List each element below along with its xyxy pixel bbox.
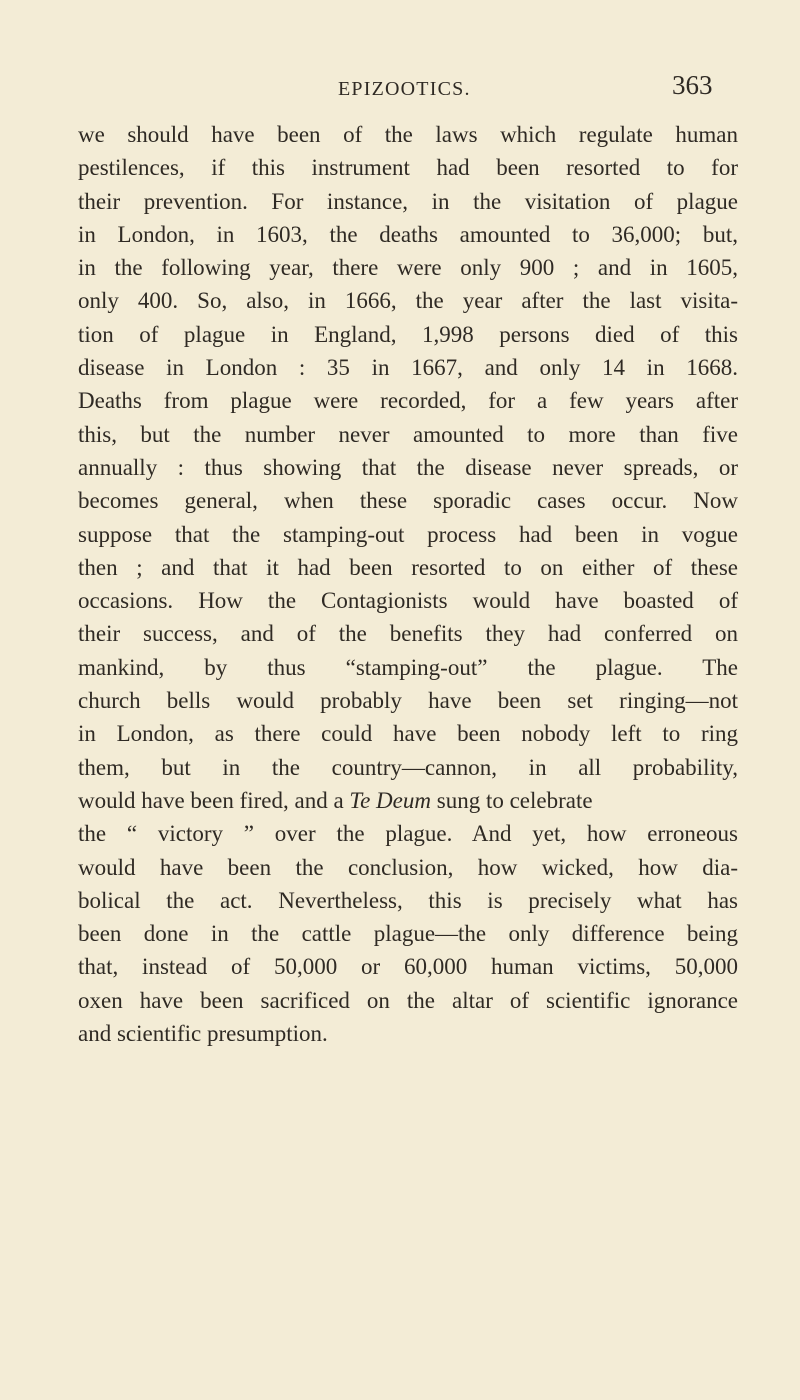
text-line-22: the “ victory ” over the plague. And yet, how erroneous bbox=[78, 821, 738, 847]
text-line-10: this, but the number never amounted to more than five bbox=[78, 421, 738, 447]
text-line-20: them, but in the country—cannon, in all probability, bbox=[78, 754, 738, 780]
text-line-24: bolical the act. Nevertheless, this is precisely what has bbox=[78, 887, 738, 913]
text-line-12: becomes general, when these sporadic cases occur. Now bbox=[78, 488, 738, 514]
text-line-16: their success, and of the benefits they had conferred on bbox=[78, 621, 738, 647]
text-line-2: pestilences, if this instrument had been resorted to for bbox=[78, 155, 738, 181]
text-line-3: their prevention. For instance, in the visitation of plague bbox=[78, 188, 738, 214]
text-line-4: in London, in 1603, the deaths amounted to 36,000; but, bbox=[78, 221, 738, 247]
text-line-8: disease in London : 35 in 1667, and only 14 in 1668. bbox=[78, 355, 738, 381]
text-line-18: church bells would probably have been set ringing—not bbox=[78, 688, 738, 714]
text-line-13: suppose that the stamping-out process had been in vogue bbox=[78, 521, 738, 547]
text-line-21-start: would have been fired, and a bbox=[78, 787, 350, 813]
running-head: EPIZOOTICS. bbox=[338, 78, 471, 100]
text-line-1: we should have been of the laws which regulate human bbox=[78, 122, 738, 147]
text-line-14: then ; and that it had been resorted to on either of these bbox=[78, 554, 738, 580]
text-line-19: in London, as there could have been nobody left to ring bbox=[78, 721, 738, 747]
text-line-15: occasions. How the Contagionists would have boasted of bbox=[78, 588, 738, 614]
te-deum-italic: Te Deum bbox=[349, 787, 431, 813]
text-line-11: annually : thus showing that the disease never spreads, or bbox=[78, 454, 738, 480]
text-line-7: tion of plague in England, 1,998 persons died of this bbox=[78, 321, 738, 347]
text-line-21-end: sung to celebrate bbox=[431, 787, 593, 813]
text-line-26: that, instead of 50,000 or 60,000 human victims, 50,000 bbox=[78, 954, 738, 980]
page-number: 363 bbox=[672, 70, 713, 100]
text-line-27: oxen have been sacrificed on the altar of scientific ignorance bbox=[78, 987, 738, 1013]
body-text bbox=[78, 118, 738, 1050]
text-line-23: would have been the conclusion, how wicked, how dia- bbox=[78, 854, 738, 880]
text-line-9: Deaths from plague were recorded, for a few years after bbox=[78, 388, 738, 414]
text-line-17: mankind, by thus “stamping-out” the plague. The bbox=[78, 654, 738, 680]
text-line-21 bbox=[78, 784, 738, 817]
text-line-6: only 400. So, also, in 1666, the year after the last visita- bbox=[78, 288, 738, 314]
text-line-28: and scientific presumption. bbox=[78, 1021, 328, 1047]
text-line-5: in the following year, there were only 900 ; and in 1605, bbox=[78, 255, 738, 281]
text-line-25: been done in the cattle plague—the only difference being bbox=[78, 921, 738, 947]
